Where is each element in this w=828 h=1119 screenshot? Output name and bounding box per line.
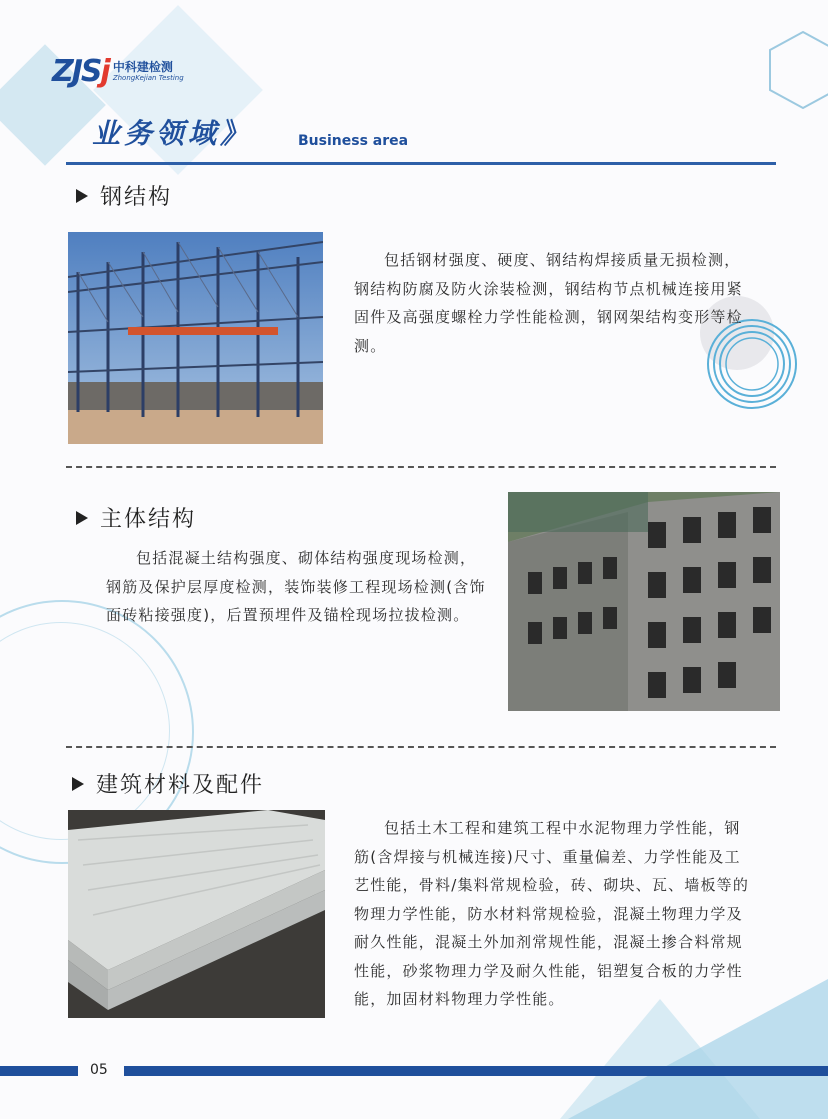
bullet-triangle-icon: [76, 511, 88, 525]
section-title-steel: [76, 180, 172, 211]
section-divider: [66, 466, 776, 468]
section-title-main-structure: [76, 502, 196, 533]
logo-mark-b: S: [80, 54, 101, 89]
section-title-text: 建筑材料及配件: [96, 773, 265, 798]
logo-mark: [52, 54, 109, 89]
header-rule: [66, 162, 776, 165]
logo-name-cn: 中科建检测: [112, 60, 173, 74]
footer-bar: [124, 1066, 828, 1076]
section-title-materials: [72, 768, 264, 799]
section-divider: [66, 746, 776, 748]
decor-hexagon: [768, 30, 828, 110]
section-text-main-structure: 包括混凝土结构强度、砌体结构强度现场检测，钢筋及保护层厚度检测，装饰装修工程现场检测(含饰面砖粘接强度)，后置预埋件及锚栓现场拉拔检测。: [106, 549, 486, 624]
section-text-materials: 包括土木工程和建筑工程中水泥物理力学性能，钢筋(含焊接与机械连接)尺寸、重量偏差、力学性能及工艺性能，骨料/集料常规检验，砖、砌块、瓦、墙板等的物理力学性能，防水材料常规检验，混凝土物理力学及耐久性能，混凝土外加剂常规性能，混凝土掺合料常规性能，砂浆物理力学及耐久性能，铝塑复合板的力学性能，加固材料物理力学性能。: [354, 819, 750, 1008]
page-title: 业务领域》: [92, 117, 253, 150]
logo-mark-c: j: [100, 54, 109, 89]
bullet-triangle-icon: [72, 777, 84, 791]
footer-bar-left: [0, 1066, 78, 1076]
page-subtitle: Business area: [298, 133, 409, 149]
logo-name-en: ZhongKejian Testing: [112, 74, 184, 82]
building-materials-photo: [68, 810, 325, 1018]
section-title-text: 钢结构: [100, 185, 173, 210]
company-logo: [52, 54, 184, 89]
steel-structure-photo: [68, 232, 323, 444]
main-structure-photo: [508, 492, 780, 711]
logo-mark-a: ZJ: [52, 54, 81, 89]
page-number: 05: [90, 1062, 108, 1078]
section-text-steel: 包括钢材强度、硬度、钢结构焊接质量无损检测，钢结构防腐及防火涂装检测，钢结构节点机械连接用紧固件及高强度螺栓力学性能检测，钢网架结构变形等检测。: [354, 251, 743, 355]
section-title-text: 主体结构: [100, 507, 197, 532]
bullet-triangle-icon: [76, 189, 88, 203]
